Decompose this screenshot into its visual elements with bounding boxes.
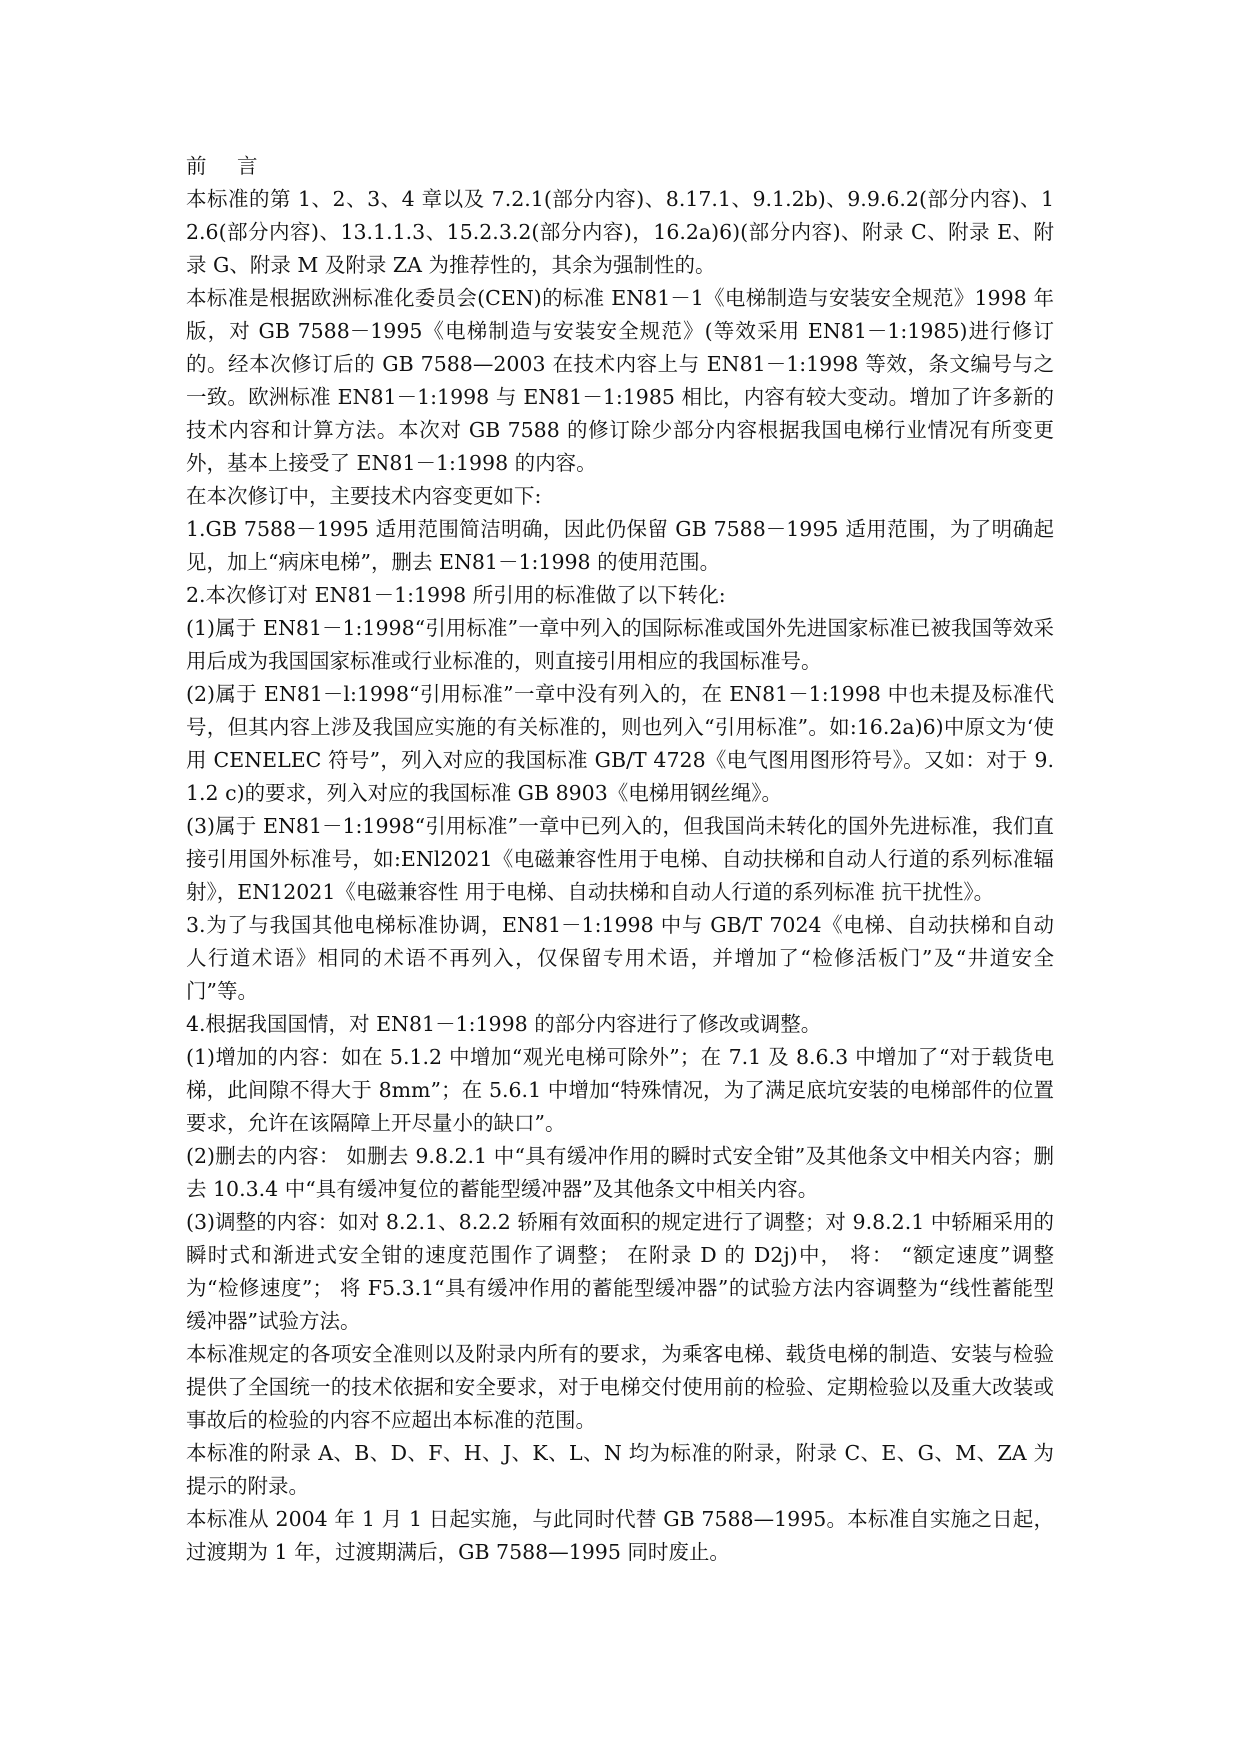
paragraph-change-1: 1.GB 7588－1995 适用范围简洁明确，因此仍保留 GB 7588－1995 适用范围，为了明确起见，加上“病床电梯”，删去 EN81－1:1998 的使用范围。 bbox=[186, 517, 1054, 574]
paragraph-effective-date: 本标准从 2004 年 1 月 1 日起实施，与此同时代替 GB 7588—1995。本标准自实施之日起，过渡期为 1 年，过渡期满后，GB 7588—1995 同时废止。 bbox=[186, 1507, 1054, 1564]
paragraph-change-4-1: (1)增加的内容：如在 5.1.2 中增加“观光电梯可除外”；在 7.1 及 8.6.3 中增加了“对于载货电梯，此间隙不得大于 8mm”；在 5.6.1 中增加“特殊情况，为了满足底坑安装的电梯部件的位置要求，允许在该隔障上开尽量小的缺口”。 bbox=[186, 1045, 1054, 1135]
paragraph-changes-intro: 在本次修订中，主要技术内容变更如下: bbox=[186, 484, 542, 508]
paragraph-change-4-2: (2)删去的内容： 如删去 9.8.2.1 中“具有缓冲作用的瞬时式安全钳”及其他条文中相关内容；删去 10.3.4 中“具有缓冲复位的蓄能型缓冲器”及其他条文中相关内容。 bbox=[186, 1144, 1054, 1201]
paragraph-appendices: 本标准的附录 A、B、D、F、H、J、K、L、N 均为标准的附录，附录 C、E、G、M、ZA 为提示的附录。 bbox=[186, 1441, 1054, 1498]
document-title: 前 言 bbox=[186, 154, 270, 178]
paragraph-change-2: 2.本次修订对 EN81－1:1998 所引用的标准做了以下转化: bbox=[186, 583, 726, 607]
paragraph-revision-basis: 本标准是根据欧洲标准化委员会(CEN)的标准 EN81－1《电梯制造与安装安全规范》1998 年版，对 GB 7588－1995《电梯制造与安装安全规范》(等效采用 EN81－1:1985)进行修订的。经本次修订后的 GB 7588—2003 在技术内容上与 EN81－1:1998 等效，条文编号与之一致。欧洲标准 EN81－1:1998 与 EN81－1:1985 相比，内容有较大变动。增加了许多新的技术内容和计算方法。本次对 GB 7588 的修订除少部分内容根据我国电梯行业情况有所变更外，基本上接受了 EN81－1:1998 的内容。 bbox=[186, 286, 1054, 475]
paragraph-change-4: 4.根据我国国情，对 EN81－1:1998 的部分内容进行了修改或调整。 bbox=[186, 1012, 822, 1036]
paragraph-safety-criteria: 本标准规定的各项安全准则以及附录内所有的要求，为乘客电梯、载货电梯的制造、安装与检验提供了全国统一的技术依据和安全要求，对于电梯交付使用前的检验、定期检验以及重大改装或事故后的检验的内容不应超出本标准的范围。 bbox=[186, 1342, 1054, 1432]
paragraph-change-2-2: (2)属于 EN81－l:1998“引用标准”一章中没有列入的，在 EN81－1:1998 中也未提及标准代号，但其内容上涉及我国应实施的有关标准的，则也列入“引用标准”。如:16.2a)6)中原文为‘使用 CENELEC 符号”，列入对应的我国标准 GB/T 4728《电气图用图形符号》。又如：对于 9.1.2 c)的要求，列入对应的我国标准 GB 8903《电梯用钢丝绳》。 bbox=[186, 682, 1054, 805]
paragraph-change-2-1: (1)属于 EN81－1:1998“引用标准”一章中列入的国际标准或国外先进国家标准已被我国等效采用后成为我国国家标准或行业标准的，则直接引用相应的我国标准号。 bbox=[186, 616, 1054, 673]
document-page bbox=[186, 150, 1054, 1569]
paragraph-change-4-3: (3)调整的内容：如对 8.2.1、8.2.2 轿厢有效面积的规定进行了调整；对 9.8.2.1 中轿厢采用的瞬时式和渐进式安全钳的速度范围作了调整； 在附录 D 的 D2j)中， 将： “额定速度”调整为“检修速度”； 将 F5.3.1“具有缓冲作用的蓄能型缓冲器”的试验方法内容调整为“线性蓄能型缓冲器”试验方法。 bbox=[186, 1210, 1054, 1333]
paragraph-change-3: 3.为了与我国其他电梯标准协调，EN81－1:1998 中与 GB/T 7024《电梯、自动扶梯和自动人行道术语》相同的术语不再列入，仅保留专用术语，并增加了“检修活板门”及“井道安全门”等。 bbox=[186, 913, 1054, 1003]
paragraph-scope-recommendation: 本标准的第 1、2、3、4 章以及 7.2.1(部分内容)、8.17.1、9.1.2b)、9.9.6.2(部分内容)、12.6(部分内容)、13.1.1.3、15.2.3.2(部分内容)，16.2a)6)(部分内容)、附录 C、附录 E、附录 G、附录 M 及附录 ZA 为推荐性的，其余为强制性的。 bbox=[186, 187, 1054, 277]
paragraph-change-2-3: (3)属于 EN81－1:1998“引用标准”一章中已列入的，但我国尚未转化的国外先进标准，我们直接引用国外标准号，如:ENl2021《电磁兼容性用于电梯、自动扶梯和自动人行道的系列标准辐射》，EN12021《电磁兼容性 用于电梯、自动扶梯和自动人行道的系列标准 抗干扰性》。 bbox=[186, 814, 1054, 904]
